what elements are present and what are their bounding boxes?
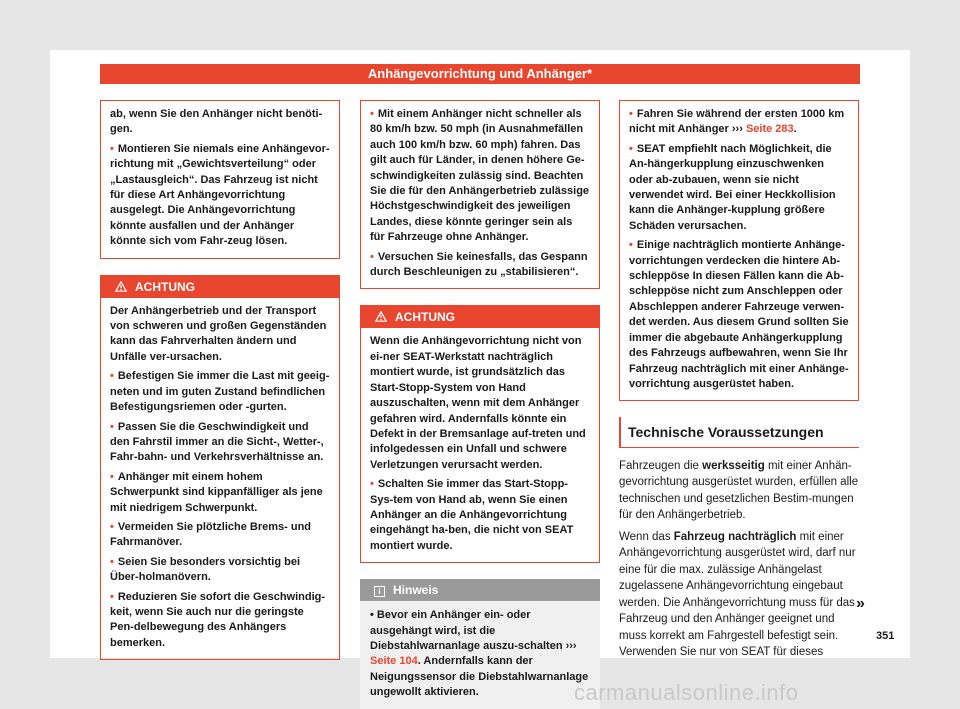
bullet-item: • Montieren Sie niemals eine Anhängevor-richtung mit „Gewichtsverteilung“ oder „Lastausgleich“. Das Fahrzeug ist nicht für diese Art Anhängevorrichtung ausgelegt. Die Anhängevorrichtung könnte ausfallen und der Anhänger könnte sich vom Fahr-zeug lösen. (110, 142, 330, 250)
bullet-dot: • (370, 609, 377, 622)
note-text (370, 608, 590, 700)
text-run: mit einer Anhängevorrichtung ausgerüstet wird, darf nur eine für die max. zulässige Anhängelast zugelassene Anhängevorrichtung eingebaut werden. Die Anhängevorrichtung muss für das Fahrzeug und den Anhänger geeignet und muss korrekt am Fahrgestell befestigt sein. Verwenden Sie nur von SEAT für dieses (619, 530, 856, 659)
column-1 (100, 100, 340, 660)
page-header (100, 64, 860, 84)
warning-title: ACHTUNG (395, 310, 455, 325)
warning-continuation-box (360, 100, 600, 289)
bullet-item: • Befestigen Sie immer die Last mit geeig-neten und im guten Zustand befindlichen Befestigungsriemen oder -gurten. (110, 369, 330, 415)
watermark: carmanualsonline.info (574, 680, 799, 705)
text-paragraph: ab, wenn Sie den Anhänger nicht benöti-gen. (110, 108, 323, 136)
bullet-item: • Passen Sie die Geschwindigkeit und den Fahrstil immer an die Sicht-, Wetter-, Fahr-bahn- und Verkehrsverhältnisse an. (110, 420, 330, 466)
bullet-item: • Reduzieren Sie sofort die Geschwindig-keit, wenn Sie auch nur die geringste Pen-delbewegung des Anhängers bemerken. (110, 590, 330, 652)
header-title: Anhängevorrichtung und Anhänger* (367, 66, 593, 81)
column-2 (360, 100, 600, 709)
warning-header (361, 306, 599, 328)
text-emphasis: Fahrzeug nachträglich (673, 530, 797, 543)
warning-continuation-box (100, 100, 340, 259)
text-run: Wenn das (619, 530, 674, 543)
bullet-item (629, 107, 849, 138)
bullet-item: • Anhänger mit einem hohem Schwerpunkt sind kippanfälliger als jene mit niedrigem Schwerpunkt. (110, 470, 330, 516)
bullet-item: • Mit einem Anhänger nicht schneller als 80 km/h bzw. 50 mph (in Ausnahmefällen auch 100 km/h bzw. 60 mph) fahren. Das gilt auch für Länder, in denen höhere Ge-schwindigkeiten zulässig sind. Beachten Sie die für den Anhängerbetrieb zulässige Höchstgeschwindigkeit des jeweiligen Landes, diese könnte geringer sein als für Fahrzeuge ohne Anhänger. (370, 107, 590, 246)
note-box (360, 579, 600, 708)
warning-box (360, 305, 600, 563)
text-run: mit einer Anhän-gevorrichtung ausgerüstet wurden, erfüllen alle technischen und gesetzlichen Bestim-mungen für den Anhängerbetrieb. (619, 459, 859, 522)
bullet-item: • Vermeiden Sie plötzliche Brems- und Fahrmanöver. (110, 520, 330, 551)
bullet-text: Fahren Sie während der ersten 1000 km nicht mit Anhänger ››› (629, 108, 845, 136)
note-title: Hinweis (393, 583, 439, 598)
warning-intro: Der Anhängerbetrieb und der Transport von schweren und großen Gegenständen kann das Fahrverhalten ändern und Unfälle ver-ursachen. (110, 304, 327, 363)
warning-title: ACHTUNG (135, 279, 195, 294)
warning-box (100, 275, 340, 661)
page-number: 351 (876, 630, 895, 642)
warning-intro: Wenn die Anhängevorrichtung nicht von ei-ner SEAT-Werkstatt nachträglich montiert wurde, ist grundsätzlich das Start-Stopp-System von Hand auszuschalten, wenn mit dem Anhänger gefahren wird. Andernfalls könnte ein Defekt in der Bremsanlage auf-treten und infolgedessen ein Unfall und schwere Verletzungen verursacht werden. (370, 335, 586, 471)
warning-body (101, 298, 339, 660)
warning-continuation-box (619, 100, 859, 401)
text-paragraph (619, 458, 859, 524)
warning-triangle-icon (375, 311, 387, 322)
bullet-text-end: . (793, 123, 797, 136)
page-link[interactable]: Seite 283 (745, 123, 794, 136)
info-icon: i (374, 586, 385, 597)
text-paragraph (619, 529, 859, 661)
column-3 (619, 100, 859, 666)
section-title: Technische Voraussetzungen (619, 417, 859, 447)
text-emphasis: werksseitig (702, 459, 765, 472)
note-text-pre: Bevor ein Anhänger ein- oder ausgehängt wird, ist die Diebstahlwarnanlage auszu-schalten ››› (370, 609, 577, 652)
note-text-post: . Andernfalls kann der Neigungssensor die Diebstahlwarnanlage ungewollt aktivieren. (370, 655, 589, 699)
bullet-item: • Versuchen Sie keinesfalls, das Gespann durch Beschleunigen zu „stabilisieren“. (370, 250, 590, 281)
bullet-item: • Einige nachträglich montierte Anhänge-vorrichtungen verdecken die hintere Ab-schleppöse In diesen Fällen kann die Ab-schleppöse nicht zum Anschleppen oder Abschleppen anderer Fahrzeuge verwen-det werden. Aus diesem Grund sollten Sie immer die abgebaute Anhängerkupplung des Fahrzeugs aufbewahren, wenn Sie Ihr Fahrzeug nachträglich mit einer Anhänge-vorrichtung ausgerüstet haben. (629, 238, 849, 392)
bullet-item: • Seien Sie besonders vorsichtig bei Über-holmanövern. (110, 555, 330, 586)
text-run: Fahrzeugen die (619, 459, 703, 472)
bullet-item: • Schalten Sie immer das Start-Stopp-Sys-tem von Hand ab, wenn Sie einen Anhänger an die Anhängevorrichtung eingehängt ha-ben, die nicht von SEAT montiert wurde. (370, 477, 590, 554)
continue-chevron-icon: » (856, 595, 865, 612)
warning-header (101, 276, 339, 298)
bullet-item: • SEAT empfiehlt nach Möglichkeit, die An-hängerkupplung einzuschwenken oder ab-zubauen, wenn sie nicht verwendet wird. Bei einer Heckkollision kann die Anhänger-kupplung größere Schäden verursachen. (629, 142, 849, 234)
warning-triangle-icon (115, 281, 127, 292)
page-link[interactable]: Seite 104 (370, 655, 418, 668)
section-body (619, 458, 859, 661)
note-body (360, 601, 600, 708)
warning-body (361, 328, 599, 562)
note-header (360, 579, 600, 601)
